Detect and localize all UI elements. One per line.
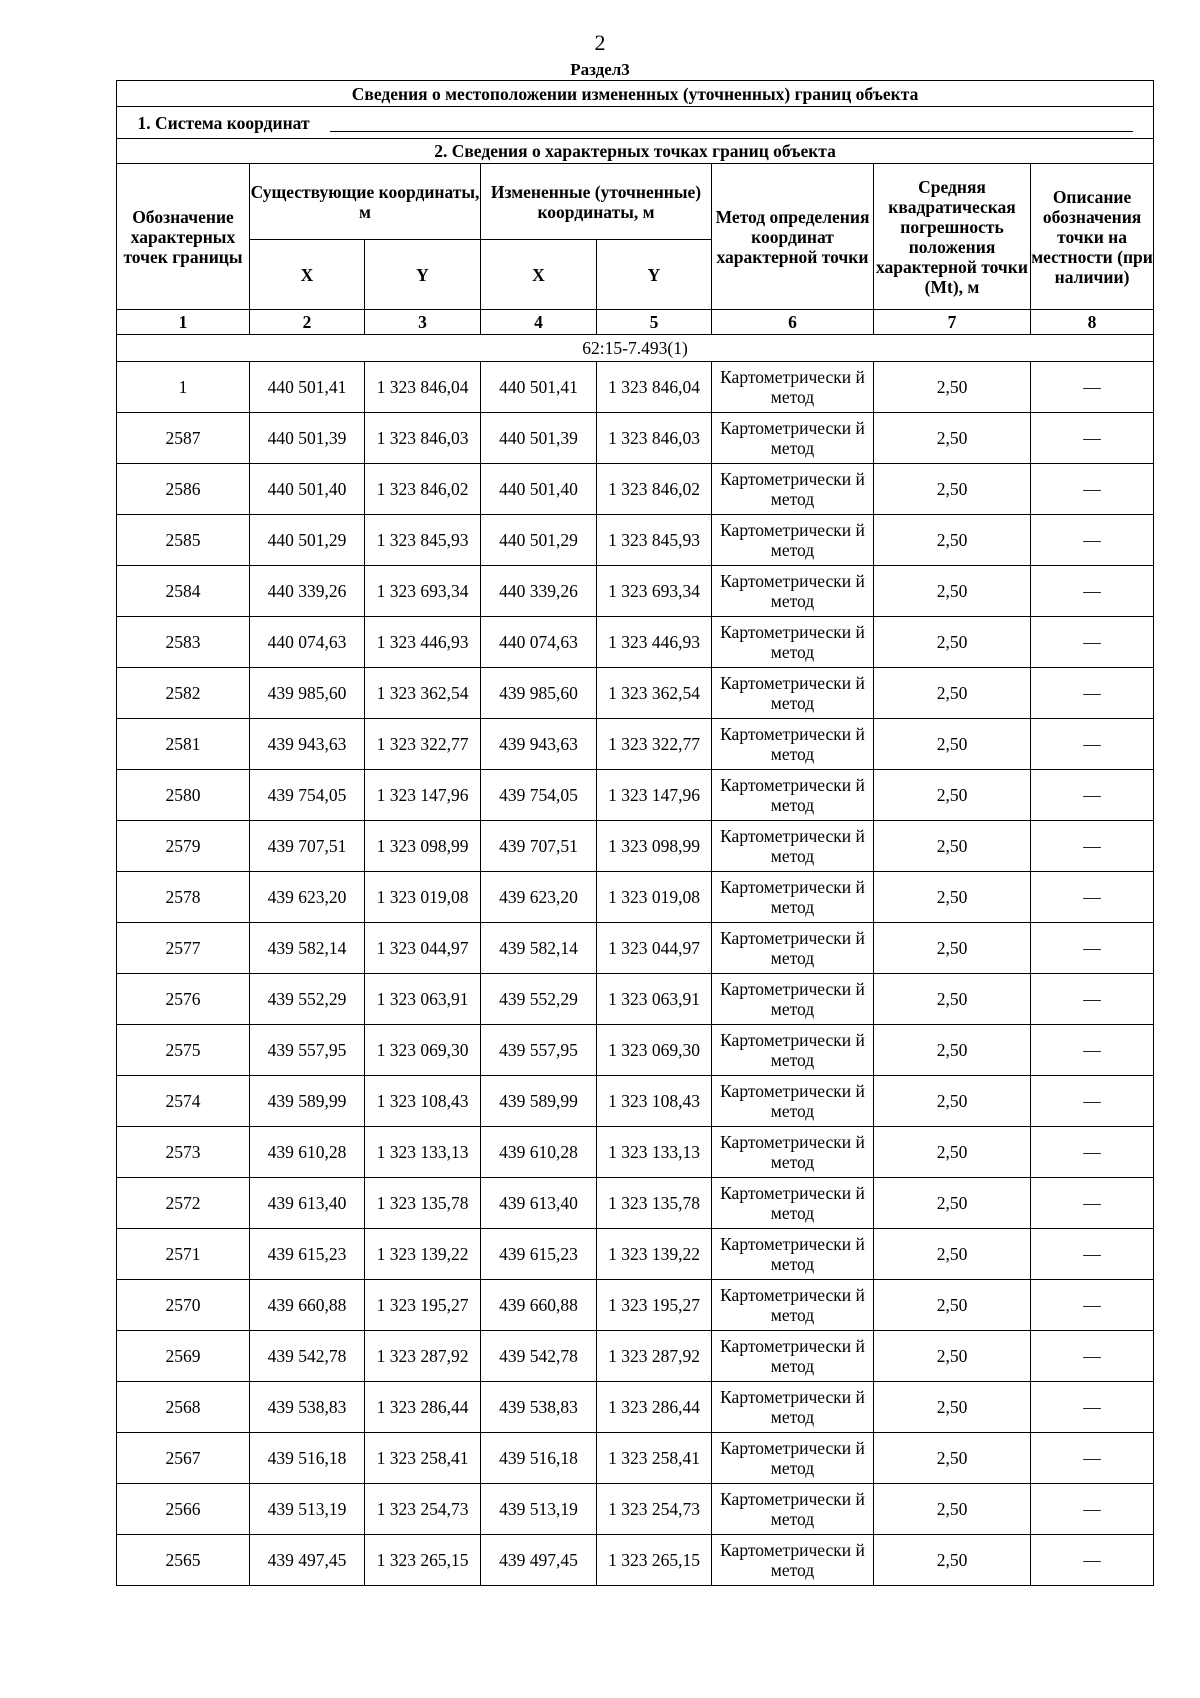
existing-y-cell: 1 323 322,77 [365, 719, 481, 770]
table-row [117, 515, 1154, 566]
column-number: 5 [597, 310, 712, 335]
point-number-cell: 2577 [117, 923, 250, 974]
method-cell: Картометрически й метод [712, 974, 874, 1025]
error-cell: 2,50 [874, 1178, 1031, 1229]
description-cell: — [1031, 1280, 1154, 1331]
error-cell: 2,50 [874, 1484, 1031, 1535]
table-row [117, 974, 1154, 1025]
changed-x-cell: 439 516,18 [481, 1433, 597, 1484]
method-cell: Картометрически й метод [712, 617, 874, 668]
description-cell: — [1031, 515, 1154, 566]
existing-x-cell: 439 497,45 [250, 1535, 365, 1586]
existing-y-cell: 1 323 069,30 [365, 1025, 481, 1076]
method-cell: Картометрически й метод [712, 923, 874, 974]
description-cell: — [1031, 974, 1154, 1025]
error-cell: 2,50 [874, 1382, 1031, 1433]
description-cell: — [1031, 1178, 1154, 1229]
column-numbers-row [117, 310, 1154, 335]
error-cell: 2,50 [874, 464, 1031, 515]
table-row [117, 362, 1154, 413]
existing-y-cell: 1 323 845,93 [365, 515, 481, 566]
table-row [117, 1127, 1154, 1178]
point-number-cell: 1 [117, 362, 250, 413]
description-cell: — [1031, 1331, 1154, 1382]
existing-x-cell: 439 552,29 [250, 974, 365, 1025]
changed-x-cell: 439 707,51 [481, 821, 597, 872]
changed-x-cell: 439 589,99 [481, 1076, 597, 1127]
table-row [117, 923, 1154, 974]
point-number-cell: 2578 [117, 872, 250, 923]
changed-x-cell: 439 552,29 [481, 974, 597, 1025]
existing-x-cell: 440 074,63 [250, 617, 365, 668]
existing-y-cell: 1 323 044,97 [365, 923, 481, 974]
changed-y-cell: 1 323 287,92 [597, 1331, 712, 1382]
existing-x-cell: 439 557,95 [250, 1025, 365, 1076]
changed-y-cell: 1 323 069,30 [597, 1025, 712, 1076]
header-description: Описание обозначения точки на местности (при наличии) [1031, 164, 1154, 310]
boundary-points-table [116, 80, 1154, 1586]
table-row [117, 1178, 1154, 1229]
error-cell: 2,50 [874, 362, 1031, 413]
changed-x-cell: 440 501,41 [481, 362, 597, 413]
header-existing-coords: Существующие координаты, м [250, 164, 481, 240]
existing-x-cell: 439 707,51 [250, 821, 365, 872]
column-number: 2 [250, 310, 365, 335]
changed-y-cell: 1 323 258,41 [597, 1433, 712, 1484]
existing-x-cell: 439 610,28 [250, 1127, 365, 1178]
method-cell: Картометрически й метод [712, 1280, 874, 1331]
changed-y-cell: 1 323 133,13 [597, 1127, 712, 1178]
existing-x-cell: 439 582,14 [250, 923, 365, 974]
description-cell: — [1031, 923, 1154, 974]
existing-y-cell: 1 323 254,73 [365, 1484, 481, 1535]
changed-x-cell: 439 497,45 [481, 1535, 597, 1586]
description-cell: — [1031, 1025, 1154, 1076]
existing-y-cell: 1 323 265,15 [365, 1535, 481, 1586]
point-number-cell: 2576 [117, 974, 250, 1025]
existing-x-cell: 439 513,19 [250, 1484, 365, 1535]
existing-y-cell: 1 323 195,27 [365, 1280, 481, 1331]
point-number-cell: 2575 [117, 1025, 250, 1076]
changed-x-cell: 440 501,39 [481, 413, 597, 464]
error-cell: 2,50 [874, 1280, 1031, 1331]
description-cell: — [1031, 1535, 1154, 1586]
coordinate-system-row [117, 107, 1154, 139]
error-cell: 2,50 [874, 413, 1031, 464]
error-cell: 2,50 [874, 617, 1031, 668]
method-cell: Картометрически й метод [712, 566, 874, 617]
changed-x-cell: 439 610,28 [481, 1127, 597, 1178]
existing-y-cell: 1 323 846,04 [365, 362, 481, 413]
changed-y-cell: 1 323 362,54 [597, 668, 712, 719]
method-cell: Картометрически й метод [712, 821, 874, 872]
changed-y-cell: 1 323 693,34 [597, 566, 712, 617]
changed-y-cell: 1 323 108,43 [597, 1076, 712, 1127]
table-row [117, 1382, 1154, 1433]
error-cell: 2,50 [874, 668, 1031, 719]
header-method: Метод определения координат характерной точки [712, 164, 874, 310]
method-cell: Картометрически й метод [712, 1484, 874, 1535]
changed-x-cell: 439 557,95 [481, 1025, 597, 1076]
existing-x-cell: 439 613,40 [250, 1178, 365, 1229]
method-cell: Картометрически й метод [712, 872, 874, 923]
existing-y-cell: 1 323 108,43 [365, 1076, 481, 1127]
section-label: Раздел3 [570, 60, 630, 79]
changed-y-cell: 1 323 322,77 [597, 719, 712, 770]
description-cell: — [1031, 1433, 1154, 1484]
method-cell: Картометрически й метод [712, 515, 874, 566]
changed-y-cell: 1 323 846,03 [597, 413, 712, 464]
point-number-cell: 2581 [117, 719, 250, 770]
method-cell: Картометрически й метод [712, 668, 874, 719]
existing-y-cell: 1 323 135,78 [365, 1178, 481, 1229]
existing-y-cell: 1 323 287,92 [365, 1331, 481, 1382]
existing-y-cell: 1 323 362,54 [365, 668, 481, 719]
changed-y-cell: 1 323 286,44 [597, 1382, 712, 1433]
description-cell: — [1031, 566, 1154, 617]
existing-x-cell: 440 501,40 [250, 464, 365, 515]
method-cell: Картометрически й метод [712, 1025, 874, 1076]
error-cell: 2,50 [874, 1229, 1031, 1280]
column-number: 3 [365, 310, 481, 335]
changed-x-cell: 439 513,19 [481, 1484, 597, 1535]
existing-x-cell: 440 339,26 [250, 566, 365, 617]
changed-y-cell: 1 323 265,15 [597, 1535, 712, 1586]
page-number: 2 [594, 30, 606, 55]
error-cell: 2,50 [874, 1433, 1031, 1484]
table-title: Сведения о местоположении измененных (уточненных) границ объекта [117, 81, 1154, 107]
changed-x-cell: 440 074,63 [481, 617, 597, 668]
method-cell: Картометрически й метод [712, 1127, 874, 1178]
existing-y-cell: 1 323 063,91 [365, 974, 481, 1025]
changed-x-cell: 439 542,78 [481, 1331, 597, 1382]
point-number-cell: 2571 [117, 1229, 250, 1280]
method-cell: Картометрически й метод [712, 464, 874, 515]
existing-x-cell: 439 538,83 [250, 1382, 365, 1433]
table-row [117, 1331, 1154, 1382]
existing-x-cell: 440 501,41 [250, 362, 365, 413]
description-cell: — [1031, 362, 1154, 413]
error-cell: 2,50 [874, 515, 1031, 566]
header-error: Средняя квадратическая погрешность положения характерной точки (Mt), м [874, 164, 1031, 310]
error-cell: 2,50 [874, 1025, 1031, 1076]
coordinate-system-label: 1. Система координат [137, 112, 310, 133]
changed-x-cell: 440 339,26 [481, 566, 597, 617]
existing-y-cell: 1 323 446,93 [365, 617, 481, 668]
changed-x-cell: 440 501,40 [481, 464, 597, 515]
changed-x-cell: 439 660,88 [481, 1280, 597, 1331]
table-row [117, 617, 1154, 668]
error-cell: 2,50 [874, 872, 1031, 923]
point-number-cell: 2583 [117, 617, 250, 668]
existing-x-cell: 439 589,99 [250, 1076, 365, 1127]
changed-y-cell: 1 323 098,99 [597, 821, 712, 872]
changed-y-cell: 1 323 139,22 [597, 1229, 712, 1280]
table-row [117, 1076, 1154, 1127]
table-row [117, 1535, 1154, 1586]
changed-x-cell: 439 943,63 [481, 719, 597, 770]
existing-y-cell: 1 323 139,22 [365, 1229, 481, 1280]
table-row [117, 464, 1154, 515]
existing-y-cell: 1 323 258,41 [365, 1433, 481, 1484]
point-number-cell: 2582 [117, 668, 250, 719]
changed-y-cell: 1 323 254,73 [597, 1484, 712, 1535]
point-number-cell: 2586 [117, 464, 250, 515]
error-cell: 2,50 [874, 923, 1031, 974]
header-existing-x: X [250, 240, 365, 310]
existing-x-cell: 439 943,63 [250, 719, 365, 770]
method-cell: Картометрически й метод [712, 1229, 874, 1280]
error-cell: 2,50 [874, 1076, 1031, 1127]
description-cell: — [1031, 821, 1154, 872]
table-row [117, 1433, 1154, 1484]
column-number: 7 [874, 310, 1031, 335]
existing-y-cell: 1 323 019,08 [365, 872, 481, 923]
existing-x-cell: 439 660,88 [250, 1280, 365, 1331]
header-changed-coords: Измененные (уточненные) координаты, м [481, 164, 712, 240]
changed-y-cell: 1 323 446,93 [597, 617, 712, 668]
error-cell: 2,50 [874, 974, 1031, 1025]
changed-y-cell: 1 323 019,08 [597, 872, 712, 923]
error-cell: 2,50 [874, 719, 1031, 770]
header-point-designation: Обозначение характерных точек границы [117, 164, 250, 310]
point-number-cell: 2573 [117, 1127, 250, 1178]
error-cell: 2,50 [874, 566, 1031, 617]
description-cell: — [1031, 464, 1154, 515]
error-cell: 2,50 [874, 1535, 1031, 1586]
description-cell: — [1031, 1229, 1154, 1280]
existing-y-cell: 1 323 286,44 [365, 1382, 481, 1433]
changed-y-cell: 1 323 147,96 [597, 770, 712, 821]
point-number-cell: 2568 [117, 1382, 250, 1433]
point-number-cell: 2587 [117, 413, 250, 464]
table-row [117, 1229, 1154, 1280]
point-number-cell: 2566 [117, 1484, 250, 1535]
point-number-cell: 2572 [117, 1178, 250, 1229]
point-number-cell: 2585 [117, 515, 250, 566]
points-section-title: 2. Сведения о характерных точках границ объекта [117, 139, 1154, 164]
changed-y-cell: 1 323 846,04 [597, 362, 712, 413]
point-number-cell: 2579 [117, 821, 250, 872]
existing-x-cell: 439 985,60 [250, 668, 365, 719]
changed-x-cell: 439 538,83 [481, 1382, 597, 1433]
method-cell: Картометрически й метод [712, 719, 874, 770]
existing-y-cell: 1 323 693,34 [365, 566, 481, 617]
table-row [117, 1280, 1154, 1331]
column-number: 1 [117, 310, 250, 335]
description-cell: — [1031, 770, 1154, 821]
point-number-cell: 2570 [117, 1280, 250, 1331]
column-number: 4 [481, 310, 597, 335]
table-row [117, 566, 1154, 617]
existing-x-cell: 439 542,78 [250, 1331, 365, 1382]
point-number-cell: 2567 [117, 1433, 250, 1484]
column-number: 8 [1031, 310, 1154, 335]
changed-y-cell: 1 323 135,78 [597, 1178, 712, 1229]
description-cell: — [1031, 719, 1154, 770]
changed-x-cell: 440 501,29 [481, 515, 597, 566]
existing-x-cell: 439 516,18 [250, 1433, 365, 1484]
method-cell: Картометрически й метод [712, 770, 874, 821]
existing-y-cell: 1 323 098,99 [365, 821, 481, 872]
description-cell: — [1031, 617, 1154, 668]
point-number-cell: 2569 [117, 1331, 250, 1382]
error-cell: 2,50 [874, 770, 1031, 821]
header-existing-y: Y [365, 240, 481, 310]
changed-x-cell: 439 985,60 [481, 668, 597, 719]
error-cell: 2,50 [874, 1127, 1031, 1178]
method-cell: Картометрически й метод [712, 1433, 874, 1484]
description-cell: — [1031, 1076, 1154, 1127]
method-cell: Картометрически й метод [712, 1382, 874, 1433]
method-cell: Картометрически й метод [712, 1535, 874, 1586]
parcel-group-label: 62:15-7.493(1) [117, 335, 1154, 362]
table-row [117, 872, 1154, 923]
method-cell: Картометрически й метод [712, 362, 874, 413]
point-number-cell: 2565 [117, 1535, 250, 1586]
description-cell: — [1031, 668, 1154, 719]
header-changed-x: X [481, 240, 597, 310]
changed-y-cell: 1 323 845,93 [597, 515, 712, 566]
error-cell: 2,50 [874, 1331, 1031, 1382]
description-cell: — [1031, 872, 1154, 923]
existing-y-cell: 1 323 846,03 [365, 413, 481, 464]
method-cell: Картометрически й метод [712, 413, 874, 464]
existing-x-cell: 439 623,20 [250, 872, 365, 923]
changed-x-cell: 439 582,14 [481, 923, 597, 974]
existing-x-cell: 439 615,23 [250, 1229, 365, 1280]
changed-y-cell: 1 323 063,91 [597, 974, 712, 1025]
description-cell: — [1031, 413, 1154, 464]
table-row [117, 668, 1154, 719]
changed-x-cell: 439 623,20 [481, 872, 597, 923]
description-cell: — [1031, 1382, 1154, 1433]
existing-y-cell: 1 323 147,96 [365, 770, 481, 821]
point-number-cell: 2584 [117, 566, 250, 617]
table-row [117, 413, 1154, 464]
changed-y-cell: 1 323 195,27 [597, 1280, 712, 1331]
existing-y-cell: 1 323 846,02 [365, 464, 481, 515]
changed-x-cell: 439 754,05 [481, 770, 597, 821]
header-changed-y: Y [597, 240, 712, 310]
changed-x-cell: 439 615,23 [481, 1229, 597, 1280]
changed-y-cell: 1 323 846,02 [597, 464, 712, 515]
description-cell: — [1031, 1484, 1154, 1535]
table-row [117, 1025, 1154, 1076]
existing-x-cell: 440 501,29 [250, 515, 365, 566]
table-row [117, 821, 1154, 872]
changed-y-cell: 1 323 044,97 [597, 923, 712, 974]
existing-x-cell: 440 501,39 [250, 413, 365, 464]
point-number-cell: 2574 [117, 1076, 250, 1127]
error-cell: 2,50 [874, 821, 1031, 872]
point-number-cell: 2580 [117, 770, 250, 821]
method-cell: Картометрически й метод [712, 1331, 874, 1382]
existing-y-cell: 1 323 133,13 [365, 1127, 481, 1178]
table-row [117, 1484, 1154, 1535]
description-cell: — [1031, 1127, 1154, 1178]
existing-x-cell: 439 754,05 [250, 770, 365, 821]
method-cell: Картометрически й метод [712, 1076, 874, 1127]
table-row [117, 770, 1154, 821]
changed-x-cell: 439 613,40 [481, 1178, 597, 1229]
coordinate-system-value-line [330, 117, 1133, 132]
table-row [117, 719, 1154, 770]
method-cell: Картометрически й метод [712, 1178, 874, 1229]
column-number: 6 [712, 310, 874, 335]
